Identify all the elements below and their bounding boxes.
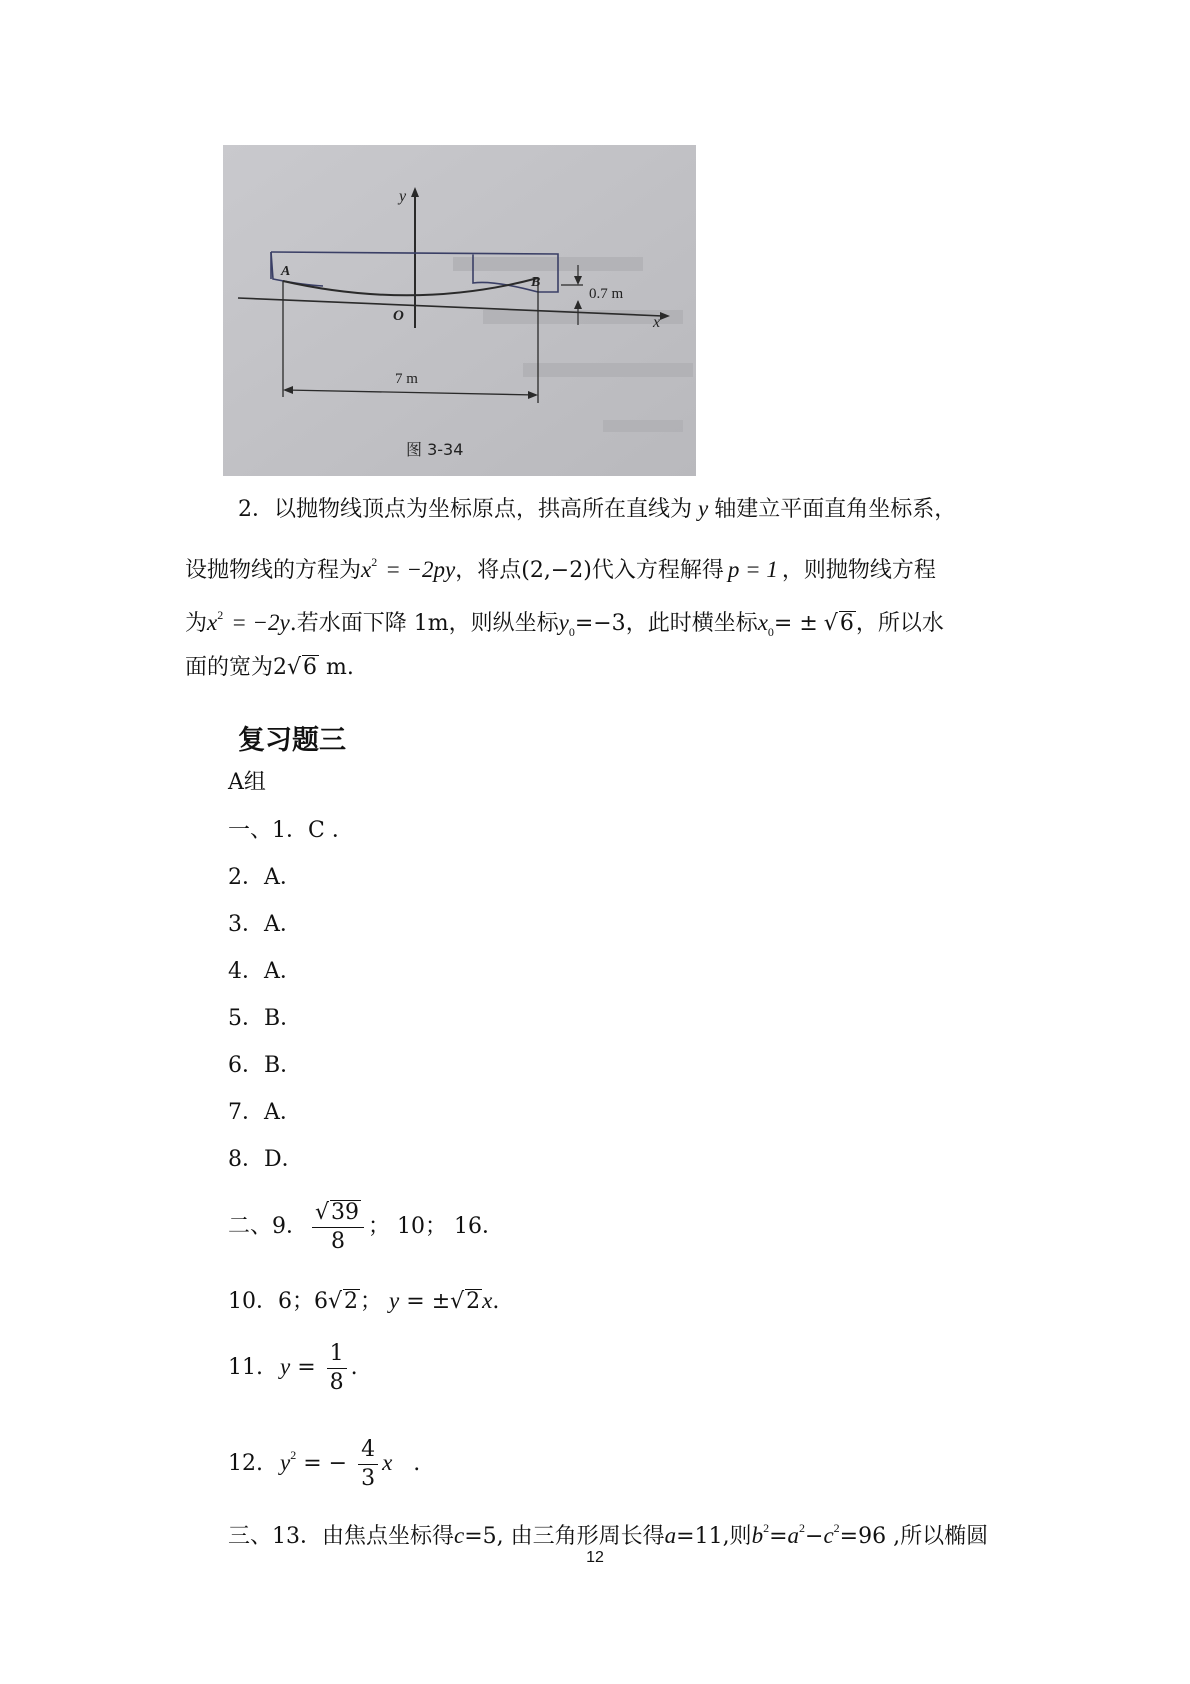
figure-caption: 图 3-34: [406, 440, 464, 459]
answer-q7: 7．A．: [228, 1100, 302, 1125]
answer-q4: 4．A．: [228, 959, 302, 984]
solution2-line4: 面的宽为2√6 m.: [185, 655, 354, 680]
answer-q9: 二、9． $\frac{√39}{8}$ ； 10； 16．: [228, 1199, 505, 1254]
answer-q1: 一、1．C ．: [228, 818, 354, 843]
answer-q5: 5．B．: [228, 1006, 303, 1031]
figure-label-x: x: [653, 314, 661, 331]
solution2-line2: 设抛物线的方程为$x^2 = -2py$，将点(2,−2)代入方程解得 p = 1 ，则抛物线方程: [185, 555, 936, 583]
figure-label-b: B: [531, 275, 541, 290]
figure-height-label: 0.7 m: [589, 286, 624, 302]
section-title: 复习题三: [238, 725, 346, 756]
solution2-line1: 2．以抛物线顶点为坐标原点，拱高所在直线为 y 轴建立平面直角坐标系，: [238, 496, 957, 522]
answer-q6: 6．B．: [228, 1053, 303, 1078]
answer-q8: 8．D．: [228, 1147, 304, 1172]
group-label: A组: [228, 770, 266, 795]
figure-3-34-photo: [223, 145, 696, 476]
answer-q10: 10．6；6√2； y = ±√2x.: [228, 1288, 500, 1314]
answer-q3: 3．A．: [228, 912, 302, 937]
answer-q12: 12. $y^2$ = − $\frac{4}{3}$ x .: [228, 1436, 421, 1491]
figure-label-a: A: [281, 264, 291, 279]
solution2-line3: 为$x^2 = -2y$.若水面下降 1m，则纵坐标$y_0=-3$，此时横坐标$x_0= \pm √6$，所以水: [185, 608, 944, 639]
answer-q11: 11. y = $\frac{1}{8}$ .: [228, 1340, 358, 1395]
figure-width-label: 7 m: [395, 371, 418, 387]
figure-label-y: y: [399, 188, 407, 205]
figure-label-o: O: [393, 308, 404, 324]
page-number: 12: [586, 1549, 604, 1566]
answer-q2: 2．A．: [228, 865, 302, 890]
answer-q13: 三、13．由焦点坐标得c=5, 由三角形周长得a=11,则$b^2=a^2-c^2=96$ ,所以椭圆: [228, 1521, 989, 1549]
